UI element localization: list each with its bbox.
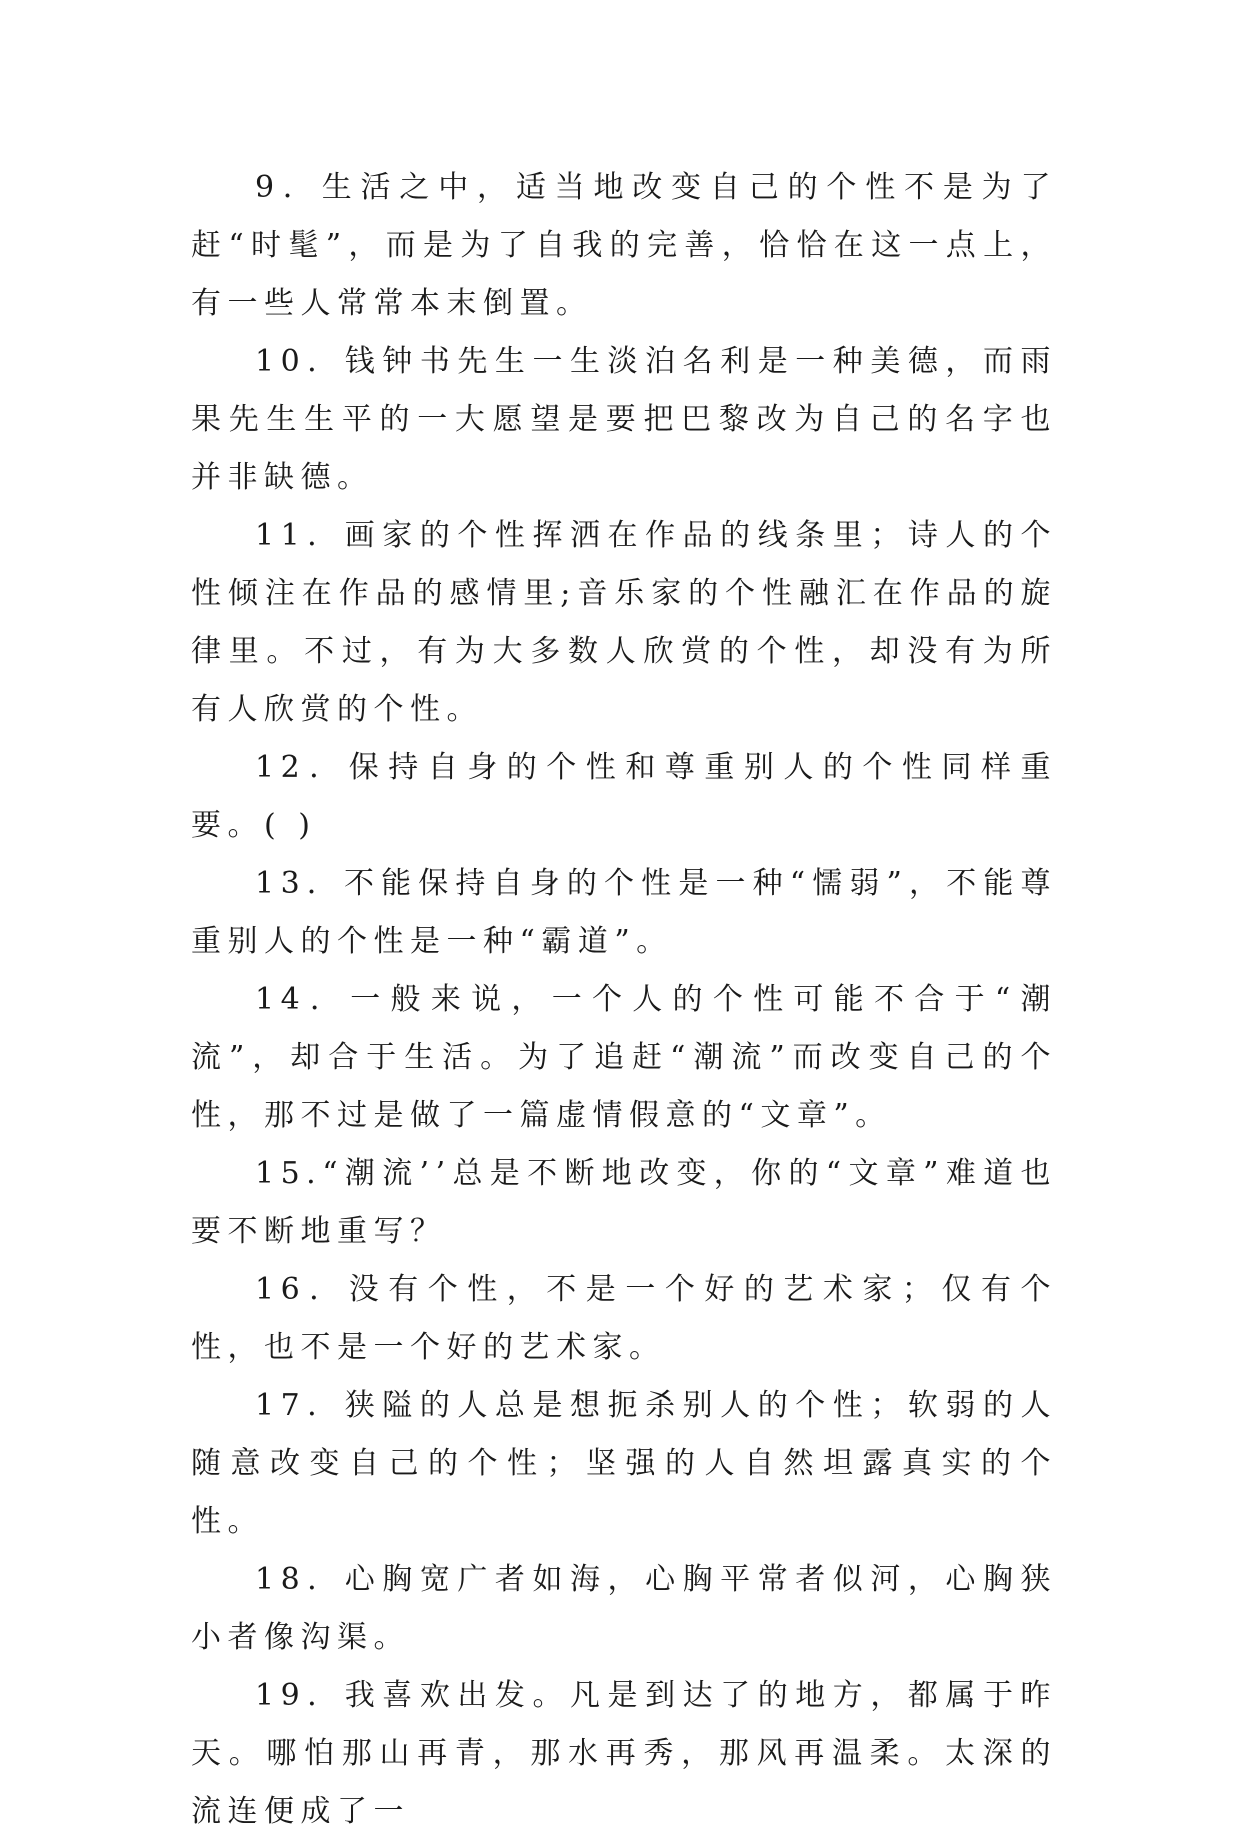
paragraph-10: 10．钱钟书先生一生淡泊名利是一种美德，而雨果先生生平的一大愿望是要把巴黎改为自己的名字也并非缺德。: [191, 344, 1057, 495]
paragraph-16: 16．没有个性，不是一个好的艺术家；仅有个性，也不是一个好的艺术家。: [191, 1272, 1057, 1365]
paragraph-12: 12．保持自身的个性和尊重别人的个性同样重要。( ): [191, 750, 1057, 843]
paragraph-19: 19．我喜欢出发。凡是到达了的地方，都属于昨天。哪怕那山再青，那水再秀，那风再温柔。太深的流连便成了一: [191, 1678, 1057, 1829]
paragraph-17: 17．狭隘的人总是想扼杀别人的个性；软弱的人随意改变自己的个性；坚强的人自然坦露真实的个性。: [191, 1388, 1057, 1539]
paragraph-13: 13．不能保持自身的个性是一种“懦弱”，不能尊重别人的个性是一种“霸道”。: [191, 866, 1057, 959]
paragraph-18: 18．心胸宽广者如海，心胸平常者似河，心胸狭小者像沟渠。: [191, 1562, 1057, 1655]
paragraph-14: 14．一般来说，一个人的个性可能不合于“潮流”，却合于生活。为了追赶“潮流”而改变自己的个性，那不过是做了一篇虚情假意的“文章”。: [191, 982, 1057, 1133]
paragraph-9: 9．生活之中，适当地改变自己的个性不是为了赶“时髦”，而是为了自我的完善，恰恰在这一点上，有一些人常常本末倒置。: [191, 170, 1057, 321]
paragraph-15: 15.“潮流’’总是不断地改变，你的“文章”难道也要不断地重写？: [191, 1156, 1057, 1249]
document-body: [191, 159, 1057, 1841]
paragraph-11: 11．画家的个性挥洒在作品的线条里；诗人的个性倾注在作品的感情里;音乐家的个性融汇在作品的旋律里。不过，有为大多数人欣赏的个性，却没有为所有人欣赏的个性。: [191, 518, 1057, 727]
